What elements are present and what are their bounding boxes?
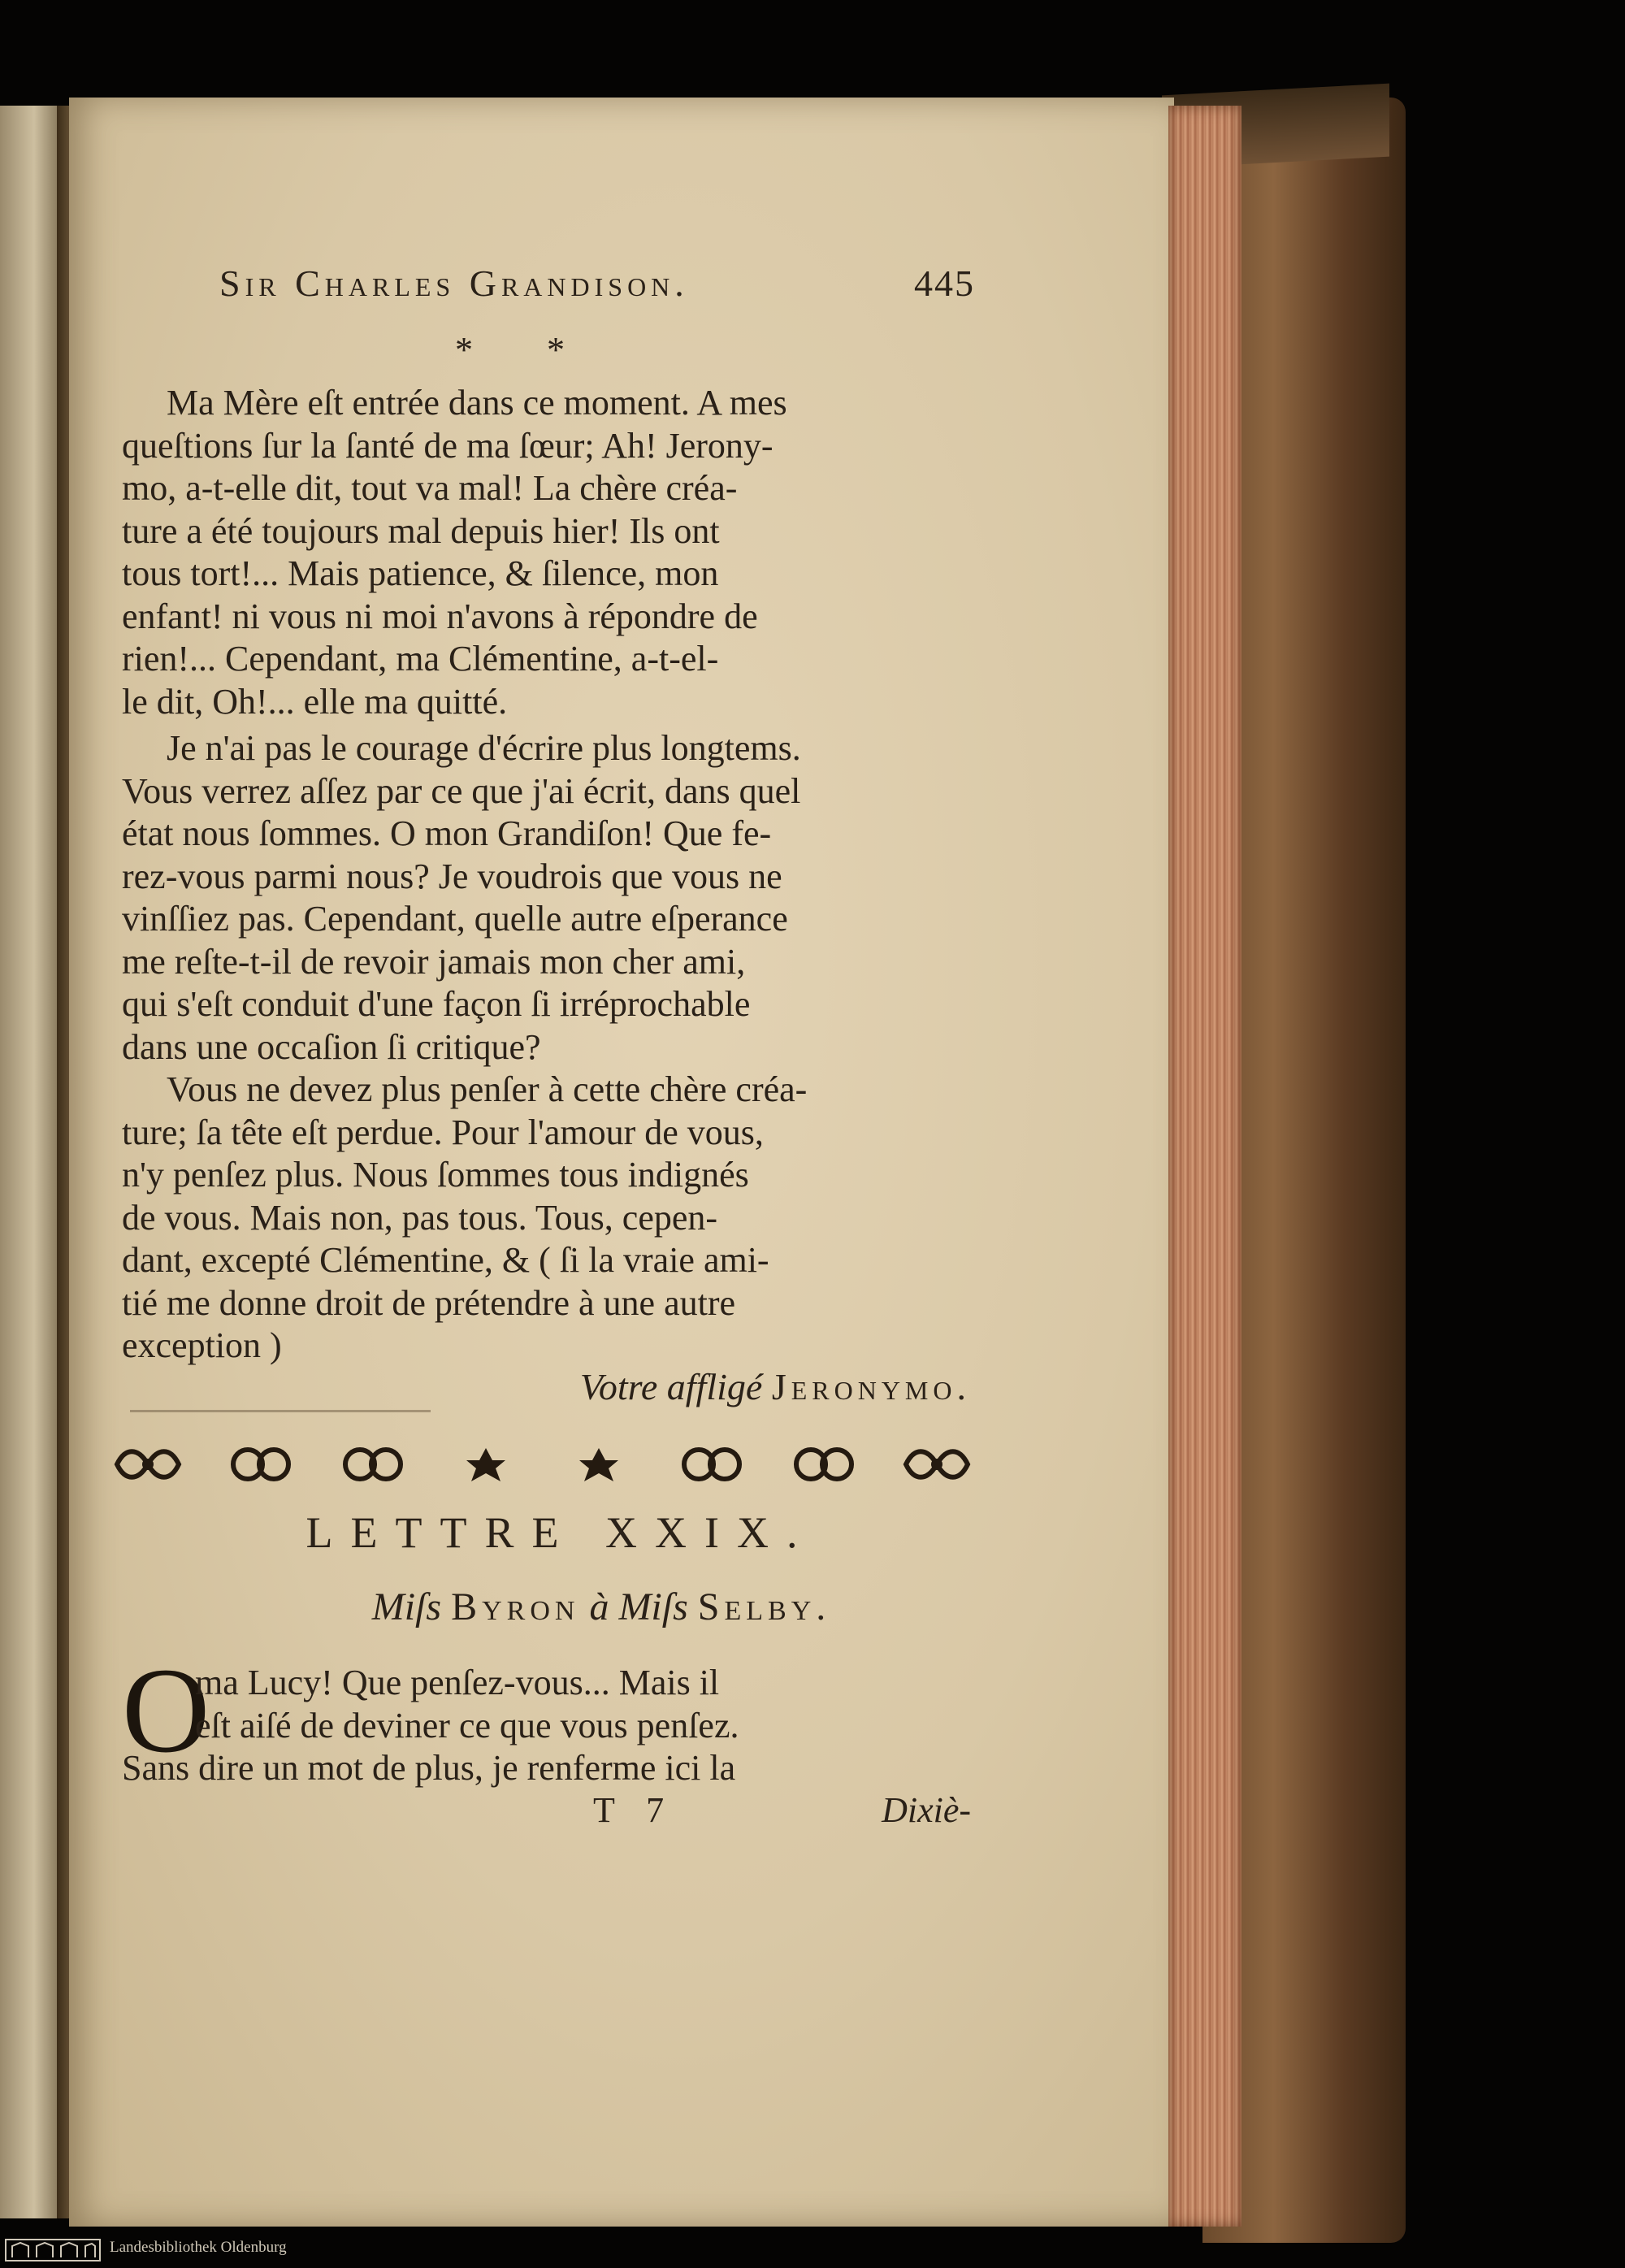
letter-signature	[479, 1365, 971, 1408]
text-line: tous tort!... Mais patience, & ſilence, mon	[122, 553, 719, 593]
text-line: état nous ſommes. O mon Grandiſon! Que fe-	[122, 813, 772, 853]
text-line: Ma Mère eſt entrée dans ce moment. A mes	[167, 383, 787, 423]
text-line: Vous verrez aſſez par ce que j'ai écrit, dans quel	[122, 770, 801, 811]
fleuron-ornament	[227, 1444, 295, 1485]
signature-name: Jeronymo.	[771, 1366, 971, 1407]
text-line: le dit, Oh!... elle ma quitté.	[122, 681, 508, 722]
text-line: qui s'eſt conduit d'une façon ſi irréprochable	[122, 984, 751, 1024]
text-line: ma Lucy! Que penſez-vous... Mais il	[195, 1663, 720, 1702]
library-credit: Landesbibliothek Oldenburg	[110, 2239, 287, 2256]
text-line: ture a été toujours mal depuis hier! Ils ont	[122, 510, 720, 551]
running-head-title: Sir Charles Grandison.	[219, 262, 689, 304]
text-line: me reſte-t-il de revoir jamais mon cher ami,	[122, 941, 746, 982]
page-fore-edge	[1168, 106, 1242, 2227]
salutation-to: à	[589, 1585, 609, 1628]
text-line: enfant! ni vous ni moi n'avons à répondre de	[122, 596, 758, 636]
salutation-miss-2: Miſs	[618, 1585, 688, 1628]
running-head	[219, 262, 975, 319]
fleuron-ornament	[678, 1444, 746, 1485]
text-line: exception )	[122, 1325, 282, 1365]
text-line: ture; ſa tête eſt perdue. Pour l'amour de vous,	[122, 1112, 764, 1152]
library-logo	[4, 2236, 102, 2262]
text-line: dans une occaſion ſi critique?	[122, 1026, 541, 1067]
salutation-recipient: Selby.	[697, 1585, 831, 1628]
fleuron-ornament	[452, 1444, 520, 1485]
asterism-divider: * *	[455, 330, 597, 370]
salutation-sender: Byron	[451, 1585, 580, 1628]
catchword: Dixiè-	[882, 1790, 971, 1830]
fleuron-ornament	[903, 1444, 971, 1485]
letter-heading: LETTRE XXIX.	[306, 1508, 816, 1557]
fleuron-ornament	[114, 1444, 182, 1485]
signature-rule	[130, 1410, 431, 1412]
text-line: de vous. Mais non, pas tous. Tous, cepen-	[122, 1197, 718, 1238]
paragraph-2	[122, 727, 971, 1069]
fleuron-ornament	[790, 1444, 858, 1485]
text-line: dant, excepté Clémentine, & ( ſi la vraie ami-	[122, 1240, 769, 1280]
page-footer	[122, 1789, 971, 1838]
text-line: Vous ne devez plus penſer à cette chère créa-	[167, 1069, 808, 1109]
printers-ornament-row	[114, 1440, 971, 1489]
text-line: vinſſiez pas. Cependant, quelle autre eſperance	[122, 899, 788, 939]
text-line: Je n'ai pas le courage d'écrire plus longtems.	[167, 728, 801, 768]
text-line: rez-vous parmi nous? Je voudrois que vous ne	[122, 856, 782, 896]
text-line: eſt aiſé de deviner ce que vous penſez.	[195, 1705, 739, 1745]
paragraph-3	[122, 1069, 971, 1368]
text-line: mo, a-t-elle dit, tout va mal! La chère créa-	[122, 468, 738, 508]
page-number: 445	[914, 262, 975, 304]
drop-cap: O	[122, 1643, 210, 1778]
fleuron-ornament	[339, 1444, 407, 1485]
letter-salutation	[228, 1585, 975, 1629]
text-line: tié me donne droit de prétendre à une autre	[122, 1282, 736, 1323]
text-line: n'y penſez plus. Nous ſommes tous indignés	[122, 1155, 749, 1195]
paragraph-1	[122, 382, 971, 723]
text-line: rien!... Cependant, ma Clémentine, a-t-el-	[122, 639, 719, 679]
text-line: Sans dire un mot de plus, je renferme ici la	[122, 1748, 736, 1788]
letter-opening	[122, 1662, 971, 1790]
signature-mark: T 7	[593, 1790, 676, 1830]
facing-page-edge	[0, 106, 57, 2218]
text-line: queſtions ſur la ſanté de ma ſœur; Ah! Jerony-	[122, 425, 774, 466]
signature-closing: Votre affligé	[579, 1366, 763, 1407]
salutation-miss: Miſs	[371, 1585, 442, 1628]
fleuron-ornament	[565, 1444, 633, 1485]
